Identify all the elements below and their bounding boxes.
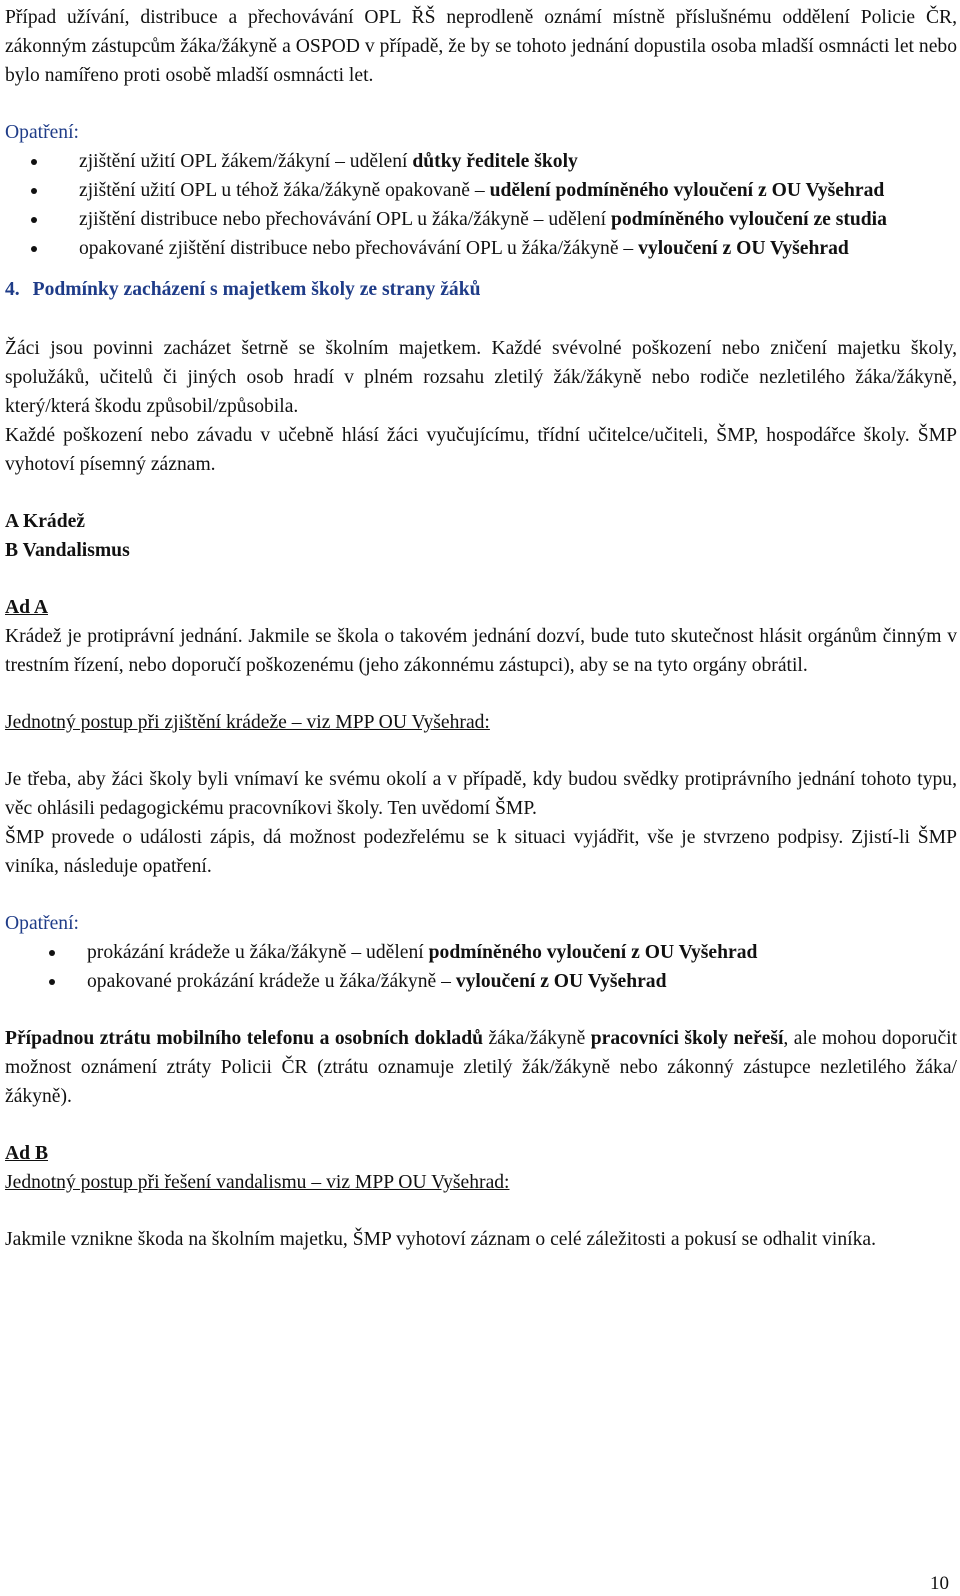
bullet-icon [31, 246, 37, 252]
ad-a-procedure: Jednotný postup při zjištění krádeže – viz MPP OU Vyšehrad: [5, 712, 490, 733]
ad-a-heading: Ad A [5, 597, 49, 618]
property-paragraph-2: Každé poškození nebo závadu v učebně hlásí žáci vyučujícímu, třídní učitelce/učiteli, ŠMP, hospodářce školy. ŠMP vyhotoví písemný záznam. [5, 425, 957, 475]
ad-b-paragraph: Jakmile vznikne škoda na školním majetku, ŠMP vyhotoví záznam o celé záležitosti a pokusí se odhalit viníka. [5, 1229, 877, 1250]
bullet-icon [31, 217, 37, 223]
measures-list-2 [5, 938, 957, 996]
list-item: prokázání krádeže u žáka/žákyně – udělení podmíněného vyloučení z OU Vyšehrad [5, 938, 957, 967]
property-paragraph-1: Žáci jsou povinni zacházet šetrně se školním majetkem. Každé svévolné poškození nebo zničení majetku školy, spolužáků, učitelů či jiných osob hradí v plném rozsahu zletilý žák/žákyně nebo rodiče nezletilého žáka/žákyně, který/která škodu způsobil/způsobila. [5, 338, 957, 417]
bullet-icon [31, 159, 37, 165]
list-item: zjištění užití OPL u téhož žáka/žákyně opakovaně – udělení podmíněného vyloučení z OU Vyšehrad [5, 176, 957, 205]
measures-heading-1: Opatření: [5, 122, 79, 143]
list-item: opakované zjištění distribuce nebo přechovávání OPL u žáka/žákyně – vyloučení z OU Vyšehrad [5, 234, 957, 263]
bullet-icon [31, 188, 37, 194]
phone-paragraph: Případnou ztrátu mobilního telefonu a osobních dokladů žáka/žákyně pracovníci školy neřeší, ale mohou doporučit možnost oznámení ztráty Policii ČR (ztrátu oznamuje zletilý žák/žákyně nebo zákonný zástupce nezletilého žáka/žákyně). [5, 1028, 958, 1107]
measures-heading-2: Opatření: [5, 913, 79, 934]
section-title: Podmínky zacházení s majetkem školy ze strany žáků [32, 279, 481, 300]
list-item: zjištění užití OPL žákem/žákyní – udělení důtky ředitele školy [5, 147, 957, 176]
measures-list-1 [5, 147, 957, 263]
ad-a-paragraph: Krádež je protiprávní jednání. Jakmile se škola o takovém jednání dozví, bude tuto skutečnost hlásit orgánům činným v trestním řízení, nebo doporučí poškozenému (jeho zákonnému zástupci), aby se na tyto orgány obrátil. [5, 626, 957, 676]
page-number: 10 [930, 1573, 949, 1594]
label-a: A Krádež [5, 511, 85, 532]
label-b: B Vandalismus [5, 540, 130, 561]
ad-a-paragraph-3: ŠMP provede o události zápis, dá možnost podezřelému se k situaci vyjádřit, vše je stvrzeno podpisy. Zjistí-li ŠMP viníka, následuje opatření. [5, 827, 957, 877]
list-item: opakované prokázání krádeže u žáka/žákyně – vyloučení z OU Vyšehrad [5, 967, 957, 996]
ad-b-heading: Ad B [5, 1143, 49, 1164]
ad-b-procedure: Jednotný postup při řešení vandalismu – viz MPP OU Vyšehrad: [5, 1172, 510, 1193]
bullet-icon [49, 979, 55, 985]
intro-paragraph: Případ užívání, distribuce a přechovávání OPL ŘŠ neprodleně oznámí místně příslušnému oddělení Policie ČR, zákonným zástupcům žáka/žákyně a OSPOD v případě, že by se tohoto jednání dopustila osoba mladší osmnácti let nebo bylo namířeno proti osobě mladší osmnácti let. [5, 7, 957, 86]
section-heading [5, 275, 957, 304]
list-item: zjištění distribuce nebo přechovávání OPL u žáka/žákyně – udělení podmíněného vyloučení ze studia [5, 205, 957, 234]
section-number: 4. [5, 279, 20, 300]
bullet-icon [49, 950, 55, 956]
document-page [5, 3, 957, 1254]
ad-a-paragraph-2: Je třeba, aby žáci školy byli vnímaví ke svému okolí a v případě, kdy budou svědky protiprávního jednání tohoto typu, věc ohlásili pedagogickému pracovníkovi školy. Ten uvědomí ŠMP. [5, 769, 957, 819]
